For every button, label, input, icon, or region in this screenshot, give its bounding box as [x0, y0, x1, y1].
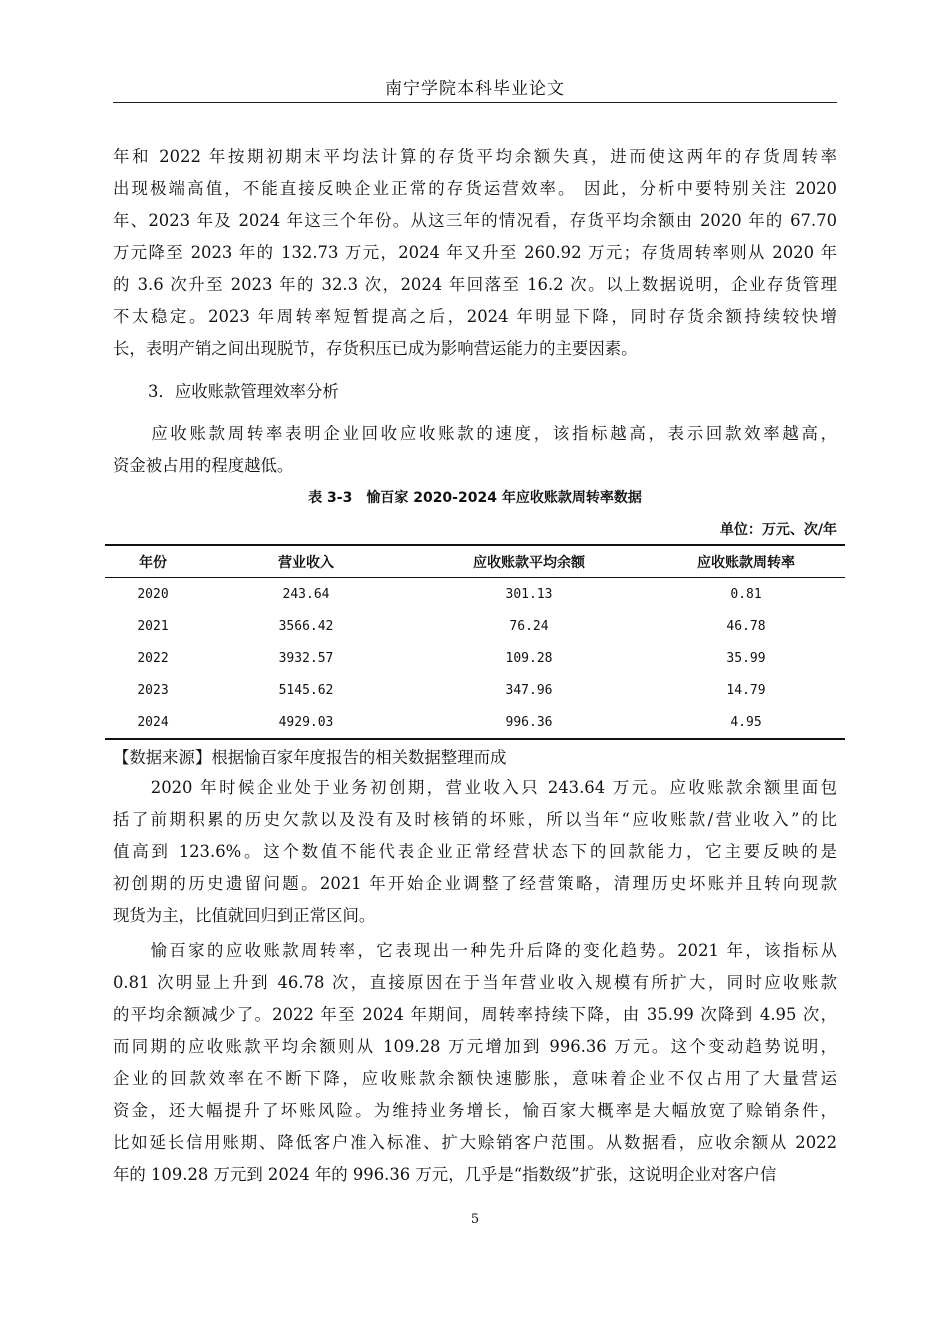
table-row — [105, 706, 845, 739]
column-header-year: 年份 — [105, 545, 201, 578]
text-line: 年、2023 年及 2024 年这三个年份。从这三年的情况看，存货平均余额由 2020 年的 67.70 — [113, 211, 837, 230]
text-line: 出现极端高值，不能直接反映企业正常的存货运营效率。 因此，分析中要特别关注 2020 — [113, 179, 837, 198]
column-header-avg-receivables: 应收账款平均余额 — [411, 545, 647, 578]
cell-revenue: 3566.42 — [278, 618, 334, 634]
text-line: 现货为主，比值就回归到正常区间。 — [113, 906, 376, 925]
text-line: 0.81 次明显上升到 46.78 次，直接原因在于当年营业收入规模有所扩大，同时应收账款 — [113, 973, 837, 992]
cell-turnover: 4.95 — [730, 714, 762, 730]
text-line: 万元降至 2023 年的 132.73 万元，2024 年又升至 260.92 万元；存货周转率则从 2020 年 — [113, 243, 837, 262]
cell-revenue: 243.64 — [282, 586, 330, 602]
paragraph-receivables-intro — [113, 418, 837, 482]
text-line: 2020 年时候企业处于业务初创期，营业收入只 243.64 万元。应收账款余额里面包 — [113, 778, 837, 797]
cell-year: 2020 — [137, 586, 169, 602]
text-line: 括了前期积累的历史欠款以及没有及时核销的坏账，所以当年“应收账款/营业收入”的比 — [113, 810, 837, 829]
text-line: 比如延长信用账期、降低客户准入标准、扩大赊销客户范围。从数据看，应收余额从 2022 — [113, 1133, 837, 1152]
cell-revenue: 3932.57 — [278, 650, 334, 666]
table-unit: 单位：万元、次/年 — [719, 522, 837, 538]
cell-turnover: 14.79 — [726, 682, 766, 698]
text-line: 愉百家的应收账款周转率，它表现出一种先升后降的变化趋势。2021 年，该指标从 — [113, 941, 837, 960]
table-row — [105, 610, 845, 642]
table-row — [105, 642, 845, 674]
section-heading: 3．应收账款管理效率分析 — [148, 382, 339, 401]
text-line: 年的 109.28 万元到 2024 年的 996.36 万元，几乎是“指数级”扩张，这说明企业对客户信 — [113, 1165, 777, 1184]
cell-revenue: 4929.03 — [278, 714, 334, 730]
cell-turnover: 0.81 — [730, 586, 762, 602]
paragraph-2020-receivables — [113, 772, 837, 932]
cell-revenue: 5145.62 — [278, 682, 334, 698]
table-caption: 表 3-3 愉百家 2020-2024 年应收账款周转率数据 — [308, 490, 642, 506]
text-line: 的平均余额减少了。2022 年至 2024 年期间，周转率持续下降，由 35.99 次降到 4.95 次， — [113, 1005, 837, 1024]
text-line: 长，表明产销之间出现脱节，存货积压已成为影响营运能力的主要因素。 — [113, 339, 638, 358]
cell-avg-receivables: 109.28 — [505, 650, 553, 666]
text-line: 年和 2022 年按期初期末平均法计算的存货平均余额失真，进而使这两年的存货周转率 — [113, 147, 837, 166]
cell-turnover: 46.78 — [726, 618, 766, 634]
page-number: 5 — [470, 1212, 480, 1227]
paragraph-turnover-trend — [113, 935, 837, 1191]
data-source-note: 【数据来源】根据愉百家年度报告的相关数据整理而成 — [113, 748, 507, 767]
text-line: 企业的回款效率在不断下降，应收账款余额快速膨胀，意味着企业不仅占用了大量营运 — [113, 1069, 837, 1088]
table-row — [105, 674, 845, 706]
cell-avg-receivables: 76.24 — [509, 618, 549, 634]
text-line: 的 3.6 次升至 2023 年的 32.3 次，2024 年回落至 16.2 次。以上数据说明，企业存货管理 — [113, 275, 837, 294]
page-header-rule — [113, 102, 837, 103]
cell-year: 2022 — [137, 650, 169, 666]
receivables-turnover-table — [105, 544, 845, 740]
column-header-revenue: 营业收入 — [201, 545, 411, 578]
column-header-turnover: 应收账款周转率 — [647, 545, 845, 578]
text-line: 应收账款周转率表明企业回收应收账款的速度，该指标越高，表示回款效率越高， — [113, 424, 837, 443]
text-line: 不太稳定。2023 年周转率短暂提高之后，2024 年明显下降，同时存货余额持续较快增 — [113, 307, 837, 326]
cell-avg-receivables: 301.13 — [505, 586, 553, 602]
text-line: 而同期的应收账款平均余额则从 109.28 万元增加到 996.36 万元。这个变动趋势说明， — [113, 1037, 837, 1056]
text-line: 资金，还大幅提升了坏账风险。为维持业务增长，愉百家大概率是大幅放宽了赊销条件， — [113, 1101, 837, 1120]
cell-year: 2021 — [137, 618, 169, 634]
cell-avg-receivables: 347.96 — [505, 682, 553, 698]
text-line: 资金被占用的程度越低。 — [113, 456, 294, 475]
cell-turnover: 35.99 — [726, 650, 766, 666]
text-line: 值高到 123.6%。这个数值不能代表企业正常经营状态下的回款能力，它主要反映的是 — [113, 842, 837, 861]
cell-year: 2023 — [137, 682, 169, 698]
page-header-title: 南宁学院本科毕业论文 — [385, 79, 565, 99]
cell-year: 2024 — [137, 714, 169, 730]
cell-avg-receivables: 996.36 — [505, 714, 553, 730]
paragraph-inventory-analysis — [113, 141, 837, 365]
table-row — [105, 578, 845, 611]
text-line: 初创期的历史遗留问题。2021 年开始企业调整了经营策略，清理历史坏账并且转向现款 — [113, 874, 837, 893]
table-header-row — [105, 545, 845, 578]
